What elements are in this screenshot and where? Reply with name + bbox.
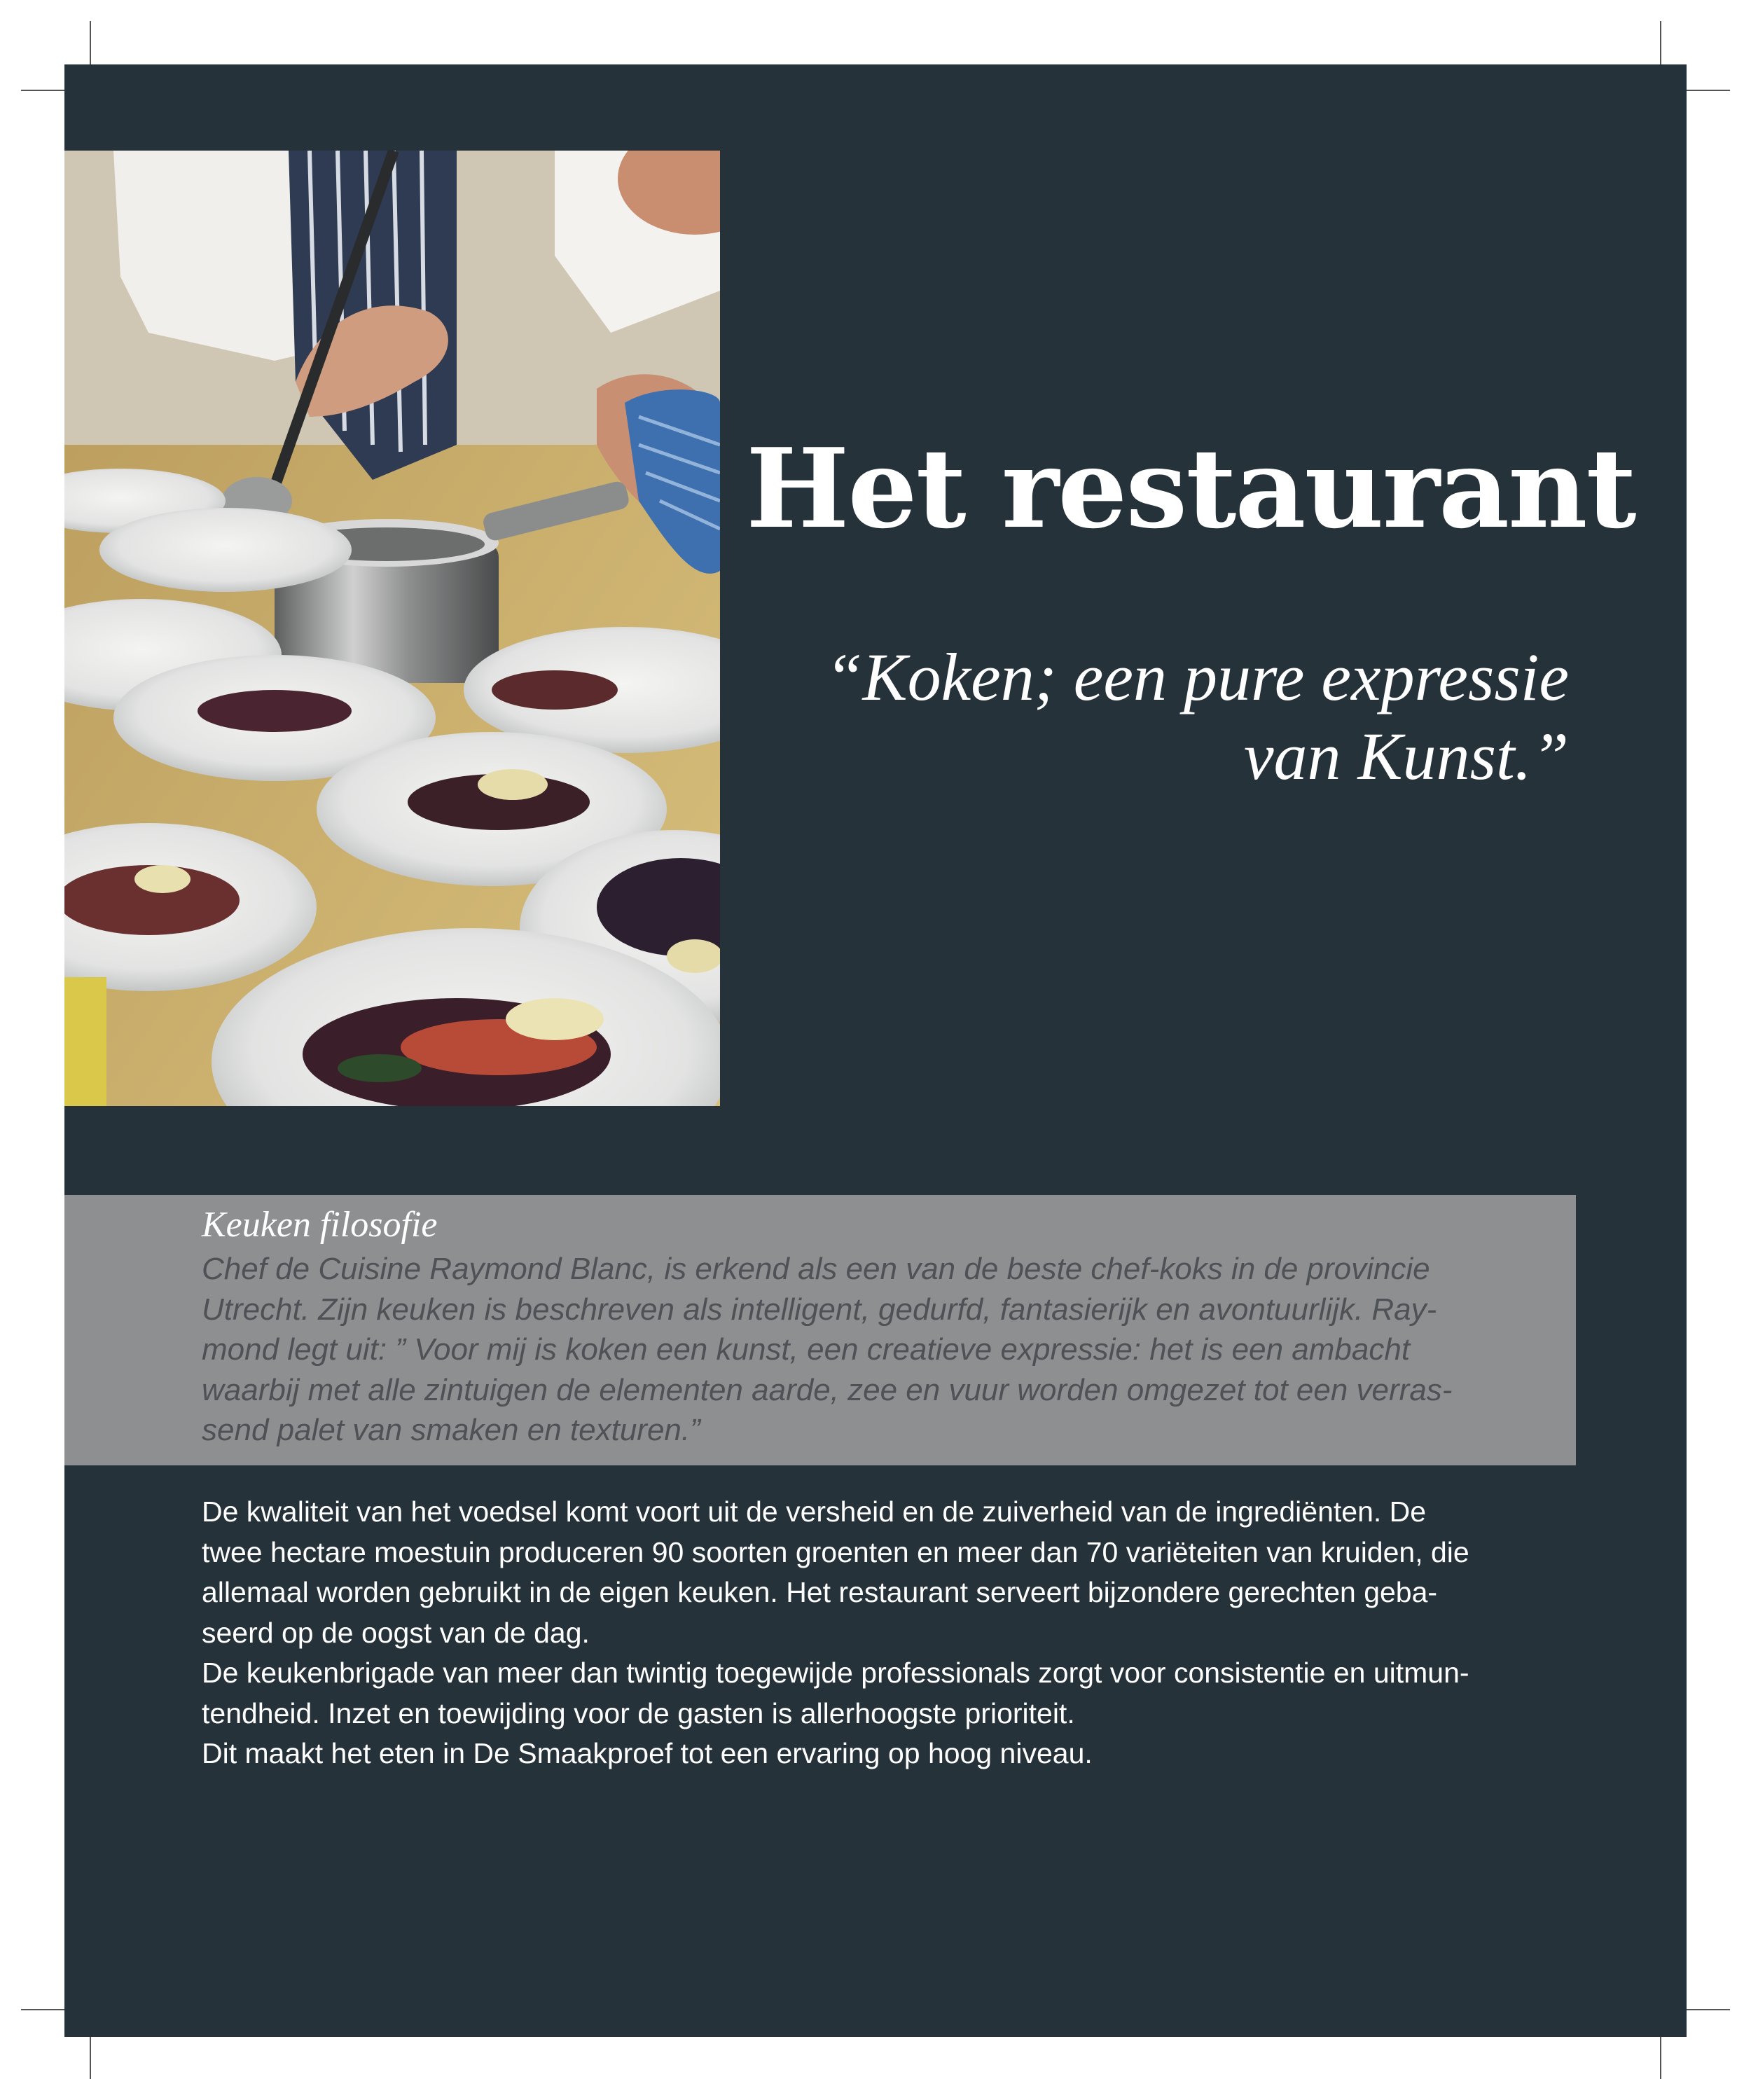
text-line: waarbij met alle zintuigen de elementen aarde, zee en vuur worden omgezet tot een verras- bbox=[202, 1372, 1453, 1407]
philosophy-text bbox=[202, 1249, 1553, 1451]
philosophy-heading: Keuken filosofie bbox=[202, 1205, 438, 1245]
text-line: De kwaliteit van het voedsel komt voort uit de versheid en de zuiverheid van de ingrediënten. De bbox=[202, 1495, 1427, 1528]
page-title: Het restaurant bbox=[746, 424, 1635, 553]
quote-line: “Koken; een pure expressie bbox=[825, 640, 1569, 714]
crop-mark bbox=[1660, 21, 1661, 69]
kitchen-photo bbox=[64, 151, 720, 1106]
crop-mark bbox=[90, 2031, 91, 2079]
quote-line: van Kunst.” bbox=[1243, 719, 1569, 794]
text-line: De keukenbrigade van meer dan twintig toegewijde professionals zorgt voor consistentie en uitmun- bbox=[202, 1657, 1469, 1689]
crop-mark bbox=[1682, 2009, 1730, 2010]
text-line: twee hectare moestuin produceren 90 soorten groenten en meer dan 70 variëteiten van kruiden, die bbox=[202, 1535, 1469, 1568]
text-line: Utrecht. Zijn keuken is beschreven als intelligent, gedurfd, fantasierijk en avontuurlijk. Ray- bbox=[202, 1292, 1437, 1327]
crop-mark bbox=[21, 2009, 69, 2010]
text-line: allemaal worden gebruikt in de eigen keuken. Het restaurant serveert bijzondere gerechten geba- bbox=[202, 1576, 1438, 1608]
text-line: mond legt uit: ” Voor mij is koken een kunst, een creatieve expressie: het is een ambacht bbox=[202, 1332, 1411, 1367]
pull-quote bbox=[728, 637, 1569, 796]
crop-mark bbox=[1682, 90, 1730, 91]
text-line: Chef de Cuisine Raymond Blanc, is erkend als een van de beste chef-koks in de provincie bbox=[202, 1252, 1430, 1286]
text-line: seerd op de oogst van de dag. bbox=[202, 1616, 590, 1649]
text-line: Dit maakt het eten in De Smaakproef tot een ervaring op hoog niveau. bbox=[202, 1737, 1093, 1769]
crop-mark bbox=[90, 21, 91, 69]
crop-mark bbox=[21, 90, 69, 91]
text-line: send palet van smaken en texturen.” bbox=[202, 1413, 700, 1447]
body-text bbox=[202, 1492, 1596, 1774]
crop-mark bbox=[1660, 2031, 1661, 2079]
text-line: tendheid. Inzet en toewijding voor de gasten is allerhoogste prioriteit. bbox=[202, 1697, 1075, 1729]
